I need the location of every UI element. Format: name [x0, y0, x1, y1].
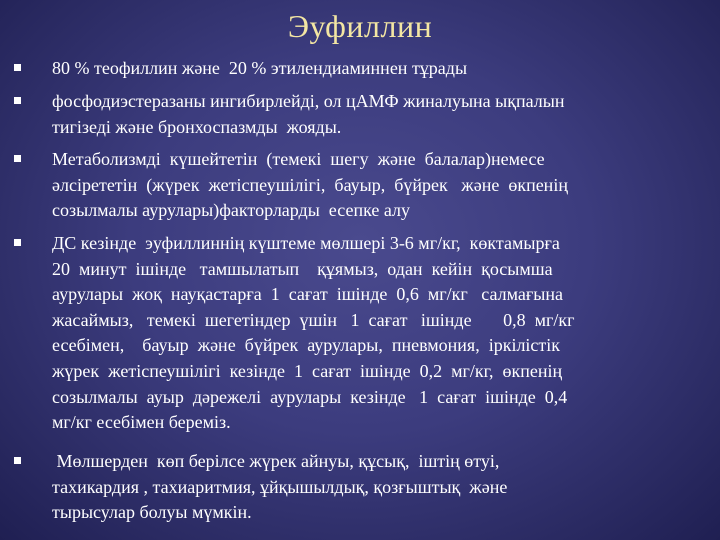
- slide-title: Эуфиллин: [287, 8, 433, 44]
- bullet-line: тахикардия , тахиаритмия, ұйқышылдық, қозғыштық және: [52, 476, 508, 497]
- bullet-line: ДС кезінде эуфиллиннің күштеме мөлшері 3-6 мг/кг, көктамырға: [52, 233, 560, 253]
- bullet-line: созылмалы ауыр дәрежелі аурулары кезінде 1 сағат ішінде 0,4: [52, 386, 568, 407]
- bullet-line: есебімен, бауыр және бүйрек аурулары, пневмония, іркілістік: [52, 335, 561, 356]
- bullet-line: тырысулар болуы мүмкін.: [52, 502, 252, 523]
- bullet-text: [52, 231, 574, 436]
- square-bullet-icon: [14, 155, 21, 162]
- square-bullet-icon: [14, 239, 21, 246]
- bullet-line: Мөлшерден көп берілсе жүрек айнуы, құсық, іштің өтуі,: [52, 451, 500, 471]
- bullet-line: әлсірететін (жүрек жетіспеушілігі, бауыр, бүйрек және өкпенің: [52, 174, 568, 195]
- bullet-line: мг/кг есебімен береміз.: [52, 412, 231, 433]
- square-bullet-icon: [14, 457, 21, 464]
- bullet-line: Метаболизмді күшейтетін (темекі шегу және балалар)немесе: [52, 149, 545, 169]
- bullet-text: [52, 89, 564, 140]
- bullet-line: 20 минут ішінде тамшылатып құямыз, одан кейін қосымша: [52, 258, 553, 279]
- bullet-line: созылмалы аурулары)факторларды есепке алу: [52, 200, 410, 221]
- bullet-line: 80 % теофиллин және 20 % этилендиаминнен тұрады: [52, 58, 468, 78]
- bullet-line: жүрек жетіспеушілігі кезінде 1 сағат ішінде 0,2 мг/кг, өкпенің: [52, 360, 563, 381]
- square-bullet-icon: [14, 64, 21, 71]
- bullet-text: [52, 449, 507, 526]
- bullet-text: [52, 147, 568, 224]
- bullet-text: [52, 56, 467, 82]
- bullet-line: аурулары жоқ науқастарға 1 сағат ішінде 0,6 мг/кг салмағына: [52, 284, 563, 305]
- bullet-line: жасаймыз, темекі шегетіндер үшін 1 сағат ішінде 0,8 мг/кг: [52, 309, 575, 330]
- bullet-line: фосфодиэстеразаны ингибирлейді, ол цАМФ жиналуына ықпалын: [52, 91, 565, 111]
- bullet-line: тигізеді және бронхоспазмды жояды.: [52, 116, 342, 137]
- square-bullet-icon: [14, 97, 21, 104]
